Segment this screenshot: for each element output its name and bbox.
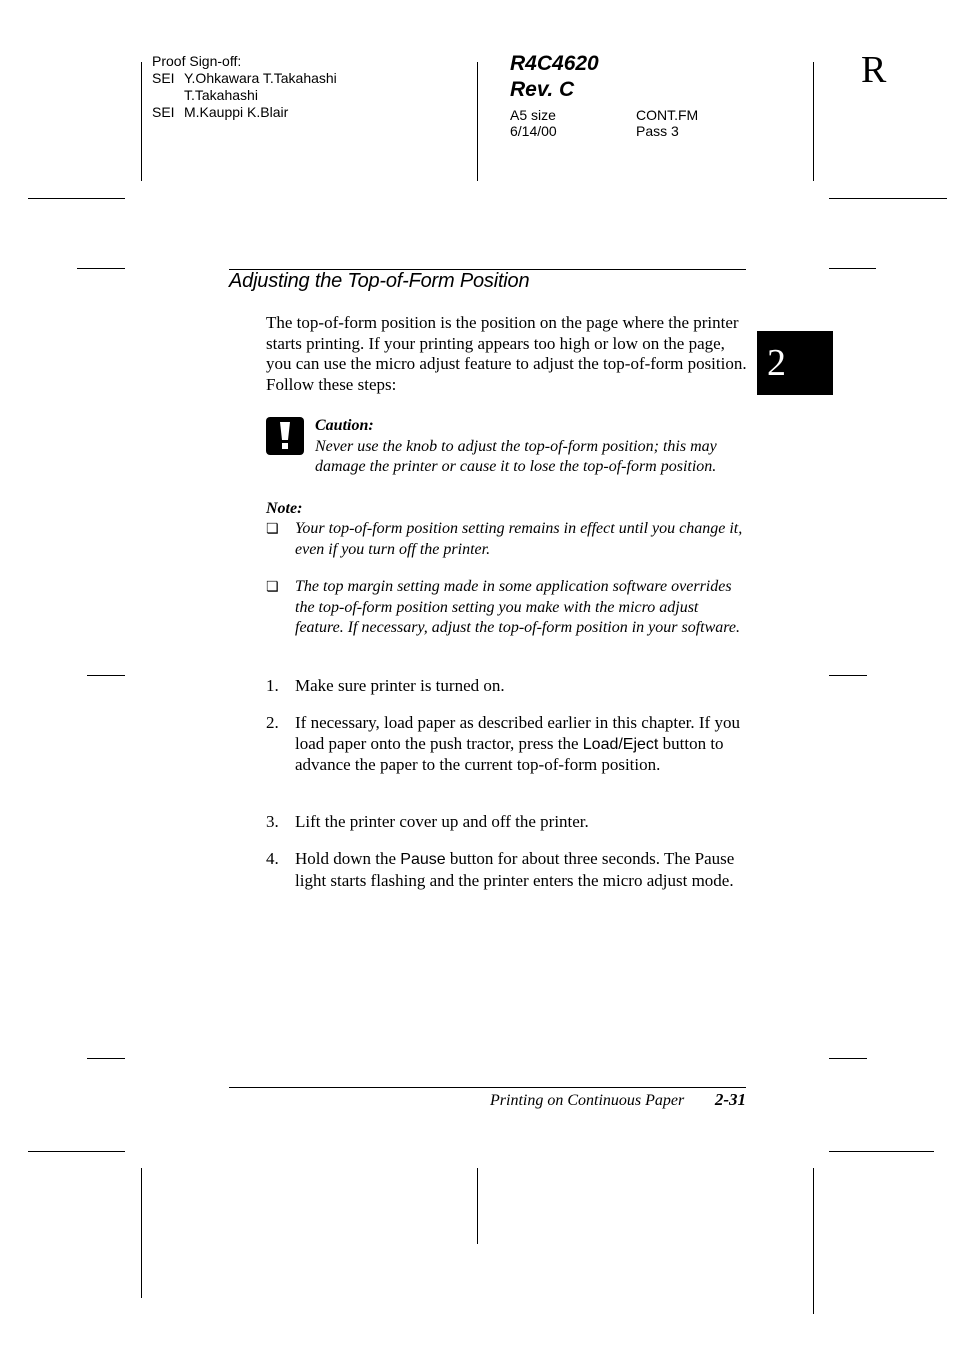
registration-letter: R <box>861 49 887 91</box>
model-number: R4C4620 <box>510 52 599 75</box>
page-size: A5 size <box>510 107 556 123</box>
page-size-date <box>510 107 557 139</box>
intro-paragraph: The top-of-form position is the position on the page where the printer starts printing. If your printing appears too high or low on the page, you can use the micro adjust feature to adjust the top-of-form position. Follow these steps: <box>266 313 747 394</box>
signoff-names: Y.Ohkawara T.Takahashi <box>184 70 337 86</box>
step-item <box>266 849 748 891</box>
pass-number: Pass 3 <box>636 123 679 139</box>
step-item <box>266 713 748 776</box>
caution-label: Caution: <box>315 417 374 434</box>
step-item <box>266 812 748 833</box>
page-number: 2-31 <box>714 1090 746 1109</box>
crop-mark <box>813 1168 814 1314</box>
step-text: If necessary, load paper as described earlier in this chapter. If you load paper onto the push tractor, press the Load/Eject button to advance the paper to the current top-of-form position. <box>295 713 740 774</box>
crop-mark <box>77 268 125 269</box>
crop-mark <box>829 1151 934 1152</box>
step-text: Make sure printer is turned on. <box>295 676 505 695</box>
proof-signoff <box>152 53 337 121</box>
step-number: 4. <box>266 849 279 868</box>
caution-box <box>315 416 747 478</box>
signoff-row <box>152 70 337 87</box>
crop-mark <box>477 62 478 181</box>
caution-icon <box>266 417 304 455</box>
crop-mark <box>829 268 876 269</box>
revision: Rev. C <box>510 78 575 101</box>
section-title: Adjusting the Top-of-Form Position <box>229 270 530 292</box>
step-text: Hold down the Pause button for about three seconds. The Pause light starts flashing and the printer enters the micro adjust mode. <box>295 849 735 890</box>
crop-mark <box>28 198 125 199</box>
signoff-org <box>152 87 184 104</box>
signoff-row <box>152 104 337 121</box>
crop-mark <box>141 1168 142 1298</box>
crop-mark <box>829 198 947 199</box>
step-text: Lift the printer cover up and off the printer. <box>295 812 589 831</box>
crop-mark <box>141 62 142 181</box>
step-number: 1. <box>266 676 279 695</box>
note-label: Note: <box>266 500 303 517</box>
step-number: 3. <box>266 812 279 831</box>
signoff-row <box>152 87 337 104</box>
page-footer <box>490 1090 746 1110</box>
crop-mark <box>813 62 814 181</box>
checkbox-bullet-icon: ❏ <box>266 521 279 537</box>
signoff-names: M.Kauppi K.Blair <box>184 104 289 120</box>
signoff-org: SEI <box>152 70 175 86</box>
crop-mark <box>829 675 867 676</box>
model-block <box>510 51 599 103</box>
file-name: CONT.FM <box>636 107 699 123</box>
step-number: 2. <box>266 713 279 732</box>
signoff-names: T.Takahashi <box>184 87 258 103</box>
footer-chapter-title: Printing on Continuous Paper <box>490 1092 685 1109</box>
signoff-org: SEI <box>152 104 175 120</box>
note-item-text: The top margin setting made in some application software overrides the top-of-form position setting you make with the micro adjust feature. If necessary, adjust the top-of-form position in your software. <box>295 578 740 636</box>
caution-text: Never use the knob to adjust the top-of-form position; this may damage the printer or cause it to lose the top-of-form position. <box>315 437 717 475</box>
load-eject-key: Load/Eject <box>582 735 659 753</box>
crop-mark <box>477 1168 478 1244</box>
crop-mark <box>87 675 125 676</box>
crop-mark <box>829 1058 867 1059</box>
note-item <box>266 577 748 639</box>
footer-rule <box>229 1087 746 1088</box>
revision-date: 6/14/00 <box>510 123 557 139</box>
checkbox-bullet-icon: ❏ <box>266 579 279 595</box>
crop-mark <box>28 1151 125 1152</box>
chapter-tab: 2 <box>757 331 833 395</box>
proof-label: Proof Sign-off: <box>152 53 242 69</box>
file-pass <box>636 107 698 139</box>
pause-key: Pause <box>400 851 446 868</box>
step-item <box>266 676 748 697</box>
note-item-text: Your top-of-form position setting remains in effect until you change it, even if you turn off the printer. <box>295 520 743 558</box>
crop-mark <box>87 1058 125 1059</box>
note-item <box>266 519 748 560</box>
